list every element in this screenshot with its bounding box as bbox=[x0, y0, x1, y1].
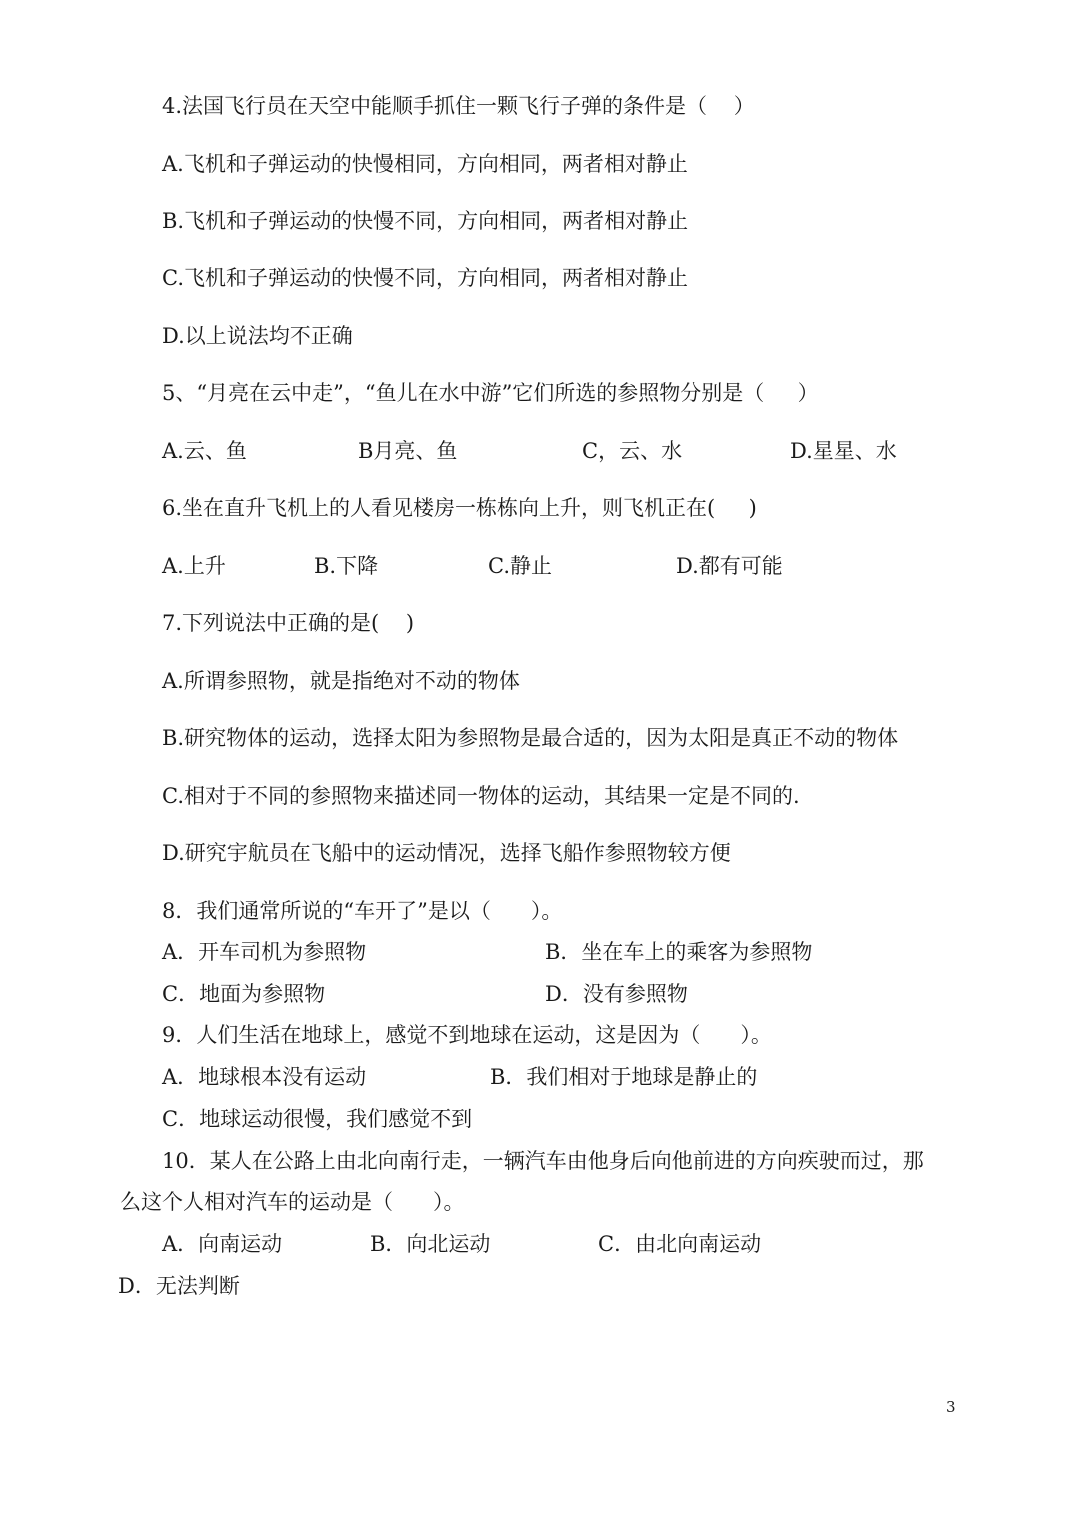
q8-stem: 8．我们通常所说的“车开了”是以（ ）。 bbox=[162, 899, 563, 923]
q8-option-c: C．地面为参照物 bbox=[162, 982, 326, 1006]
q6-option-d: D.都有可能 bbox=[676, 554, 783, 578]
q7-stem: 7.下列说法中正确的是( ) bbox=[162, 611, 415, 635]
q9-stem: 9．人们生活在地球上，感觉不到地球在运动，这是因为（ ）。 bbox=[162, 1023, 772, 1047]
q10-option-c: C．由北向南运动 bbox=[598, 1232, 762, 1256]
q8-option-b: B．坐在车上的乘客为参照物 bbox=[545, 940, 813, 964]
q6-option-a: A.上升 bbox=[162, 554, 226, 578]
q4-option-c: C.飞机和子弹运动的快慢不同，方向相同，两者相对静止 bbox=[162, 266, 688, 290]
q5-option-d: D.星星、水 bbox=[790, 439, 897, 463]
q5-option-b: B月亮、鱼 bbox=[358, 439, 458, 463]
q8-option-d: D．没有参照物 bbox=[545, 982, 688, 1006]
q4-option-b: B.飞机和子弹运动的快慢不同，方向相同，两者相对静止 bbox=[162, 209, 689, 233]
q5-option-c: C，云、水 bbox=[582, 439, 683, 463]
q5-option-a: A.云、鱼 bbox=[162, 439, 247, 463]
q4-stem: 4.法国飞行员在天空中能顺手抓住一颗飞行子弹的条件是（ ） bbox=[162, 94, 755, 118]
q6-stem: 6.坐在直升飞机上的人看见楼房一栋栋向上升，则飞机正在( ) bbox=[162, 496, 757, 520]
q6-option-b: B.下降 bbox=[314, 554, 379, 578]
q9-option-b: B．我们相对于地球是静止的 bbox=[490, 1065, 758, 1089]
q7-option-b: B.研究物体的运动，选择太阳为参照物是最合适的，因为太阳是真正不动的物体 bbox=[162, 726, 899, 750]
q10-stem-line2: 么这个人相对汽车的运动是（ ）。 bbox=[120, 1190, 465, 1214]
q6-option-c: C.静止 bbox=[488, 554, 552, 578]
q10-option-b: B．向北运动 bbox=[370, 1232, 491, 1256]
q9-option-c: C．地球运动很慢，我们感觉不到 bbox=[162, 1107, 473, 1131]
q7-option-c: C.相对于不同的参照物来描述同一物体的运动，其结果一定是不同的. bbox=[162, 784, 800, 808]
page-number: 3 bbox=[946, 1398, 956, 1416]
q10-stem-line1: 10．某人在公路上由北向南行走，一辆汽车由他身后向他前进的方向疾驶而过，那 bbox=[162, 1149, 924, 1173]
q9-option-a: A．地球根本没有运动 bbox=[162, 1065, 367, 1089]
q7-option-d: D.研究宇航员在飞船中的运动情况，选择飞船作参照物较方便 bbox=[162, 841, 731, 865]
q5-stem: 5、“月亮在云中走”，“鱼儿在水中游”它们所选的参照物分别是（ ） bbox=[162, 381, 819, 405]
q10-option-a: A．向南运动 bbox=[162, 1232, 283, 1256]
q10-option-d: D．无法判断 bbox=[118, 1274, 240, 1298]
q7-option-a: A.所谓参照物，就是指绝对不动的物体 bbox=[162, 669, 520, 693]
q4-option-d: D.以上说法均不正确 bbox=[162, 324, 353, 348]
q8-option-a: A．开车司机为参照物 bbox=[162, 940, 367, 964]
q4-option-a: A.飞机和子弹运动的快慢相同，方向相同，两者相对静止 bbox=[162, 152, 688, 176]
